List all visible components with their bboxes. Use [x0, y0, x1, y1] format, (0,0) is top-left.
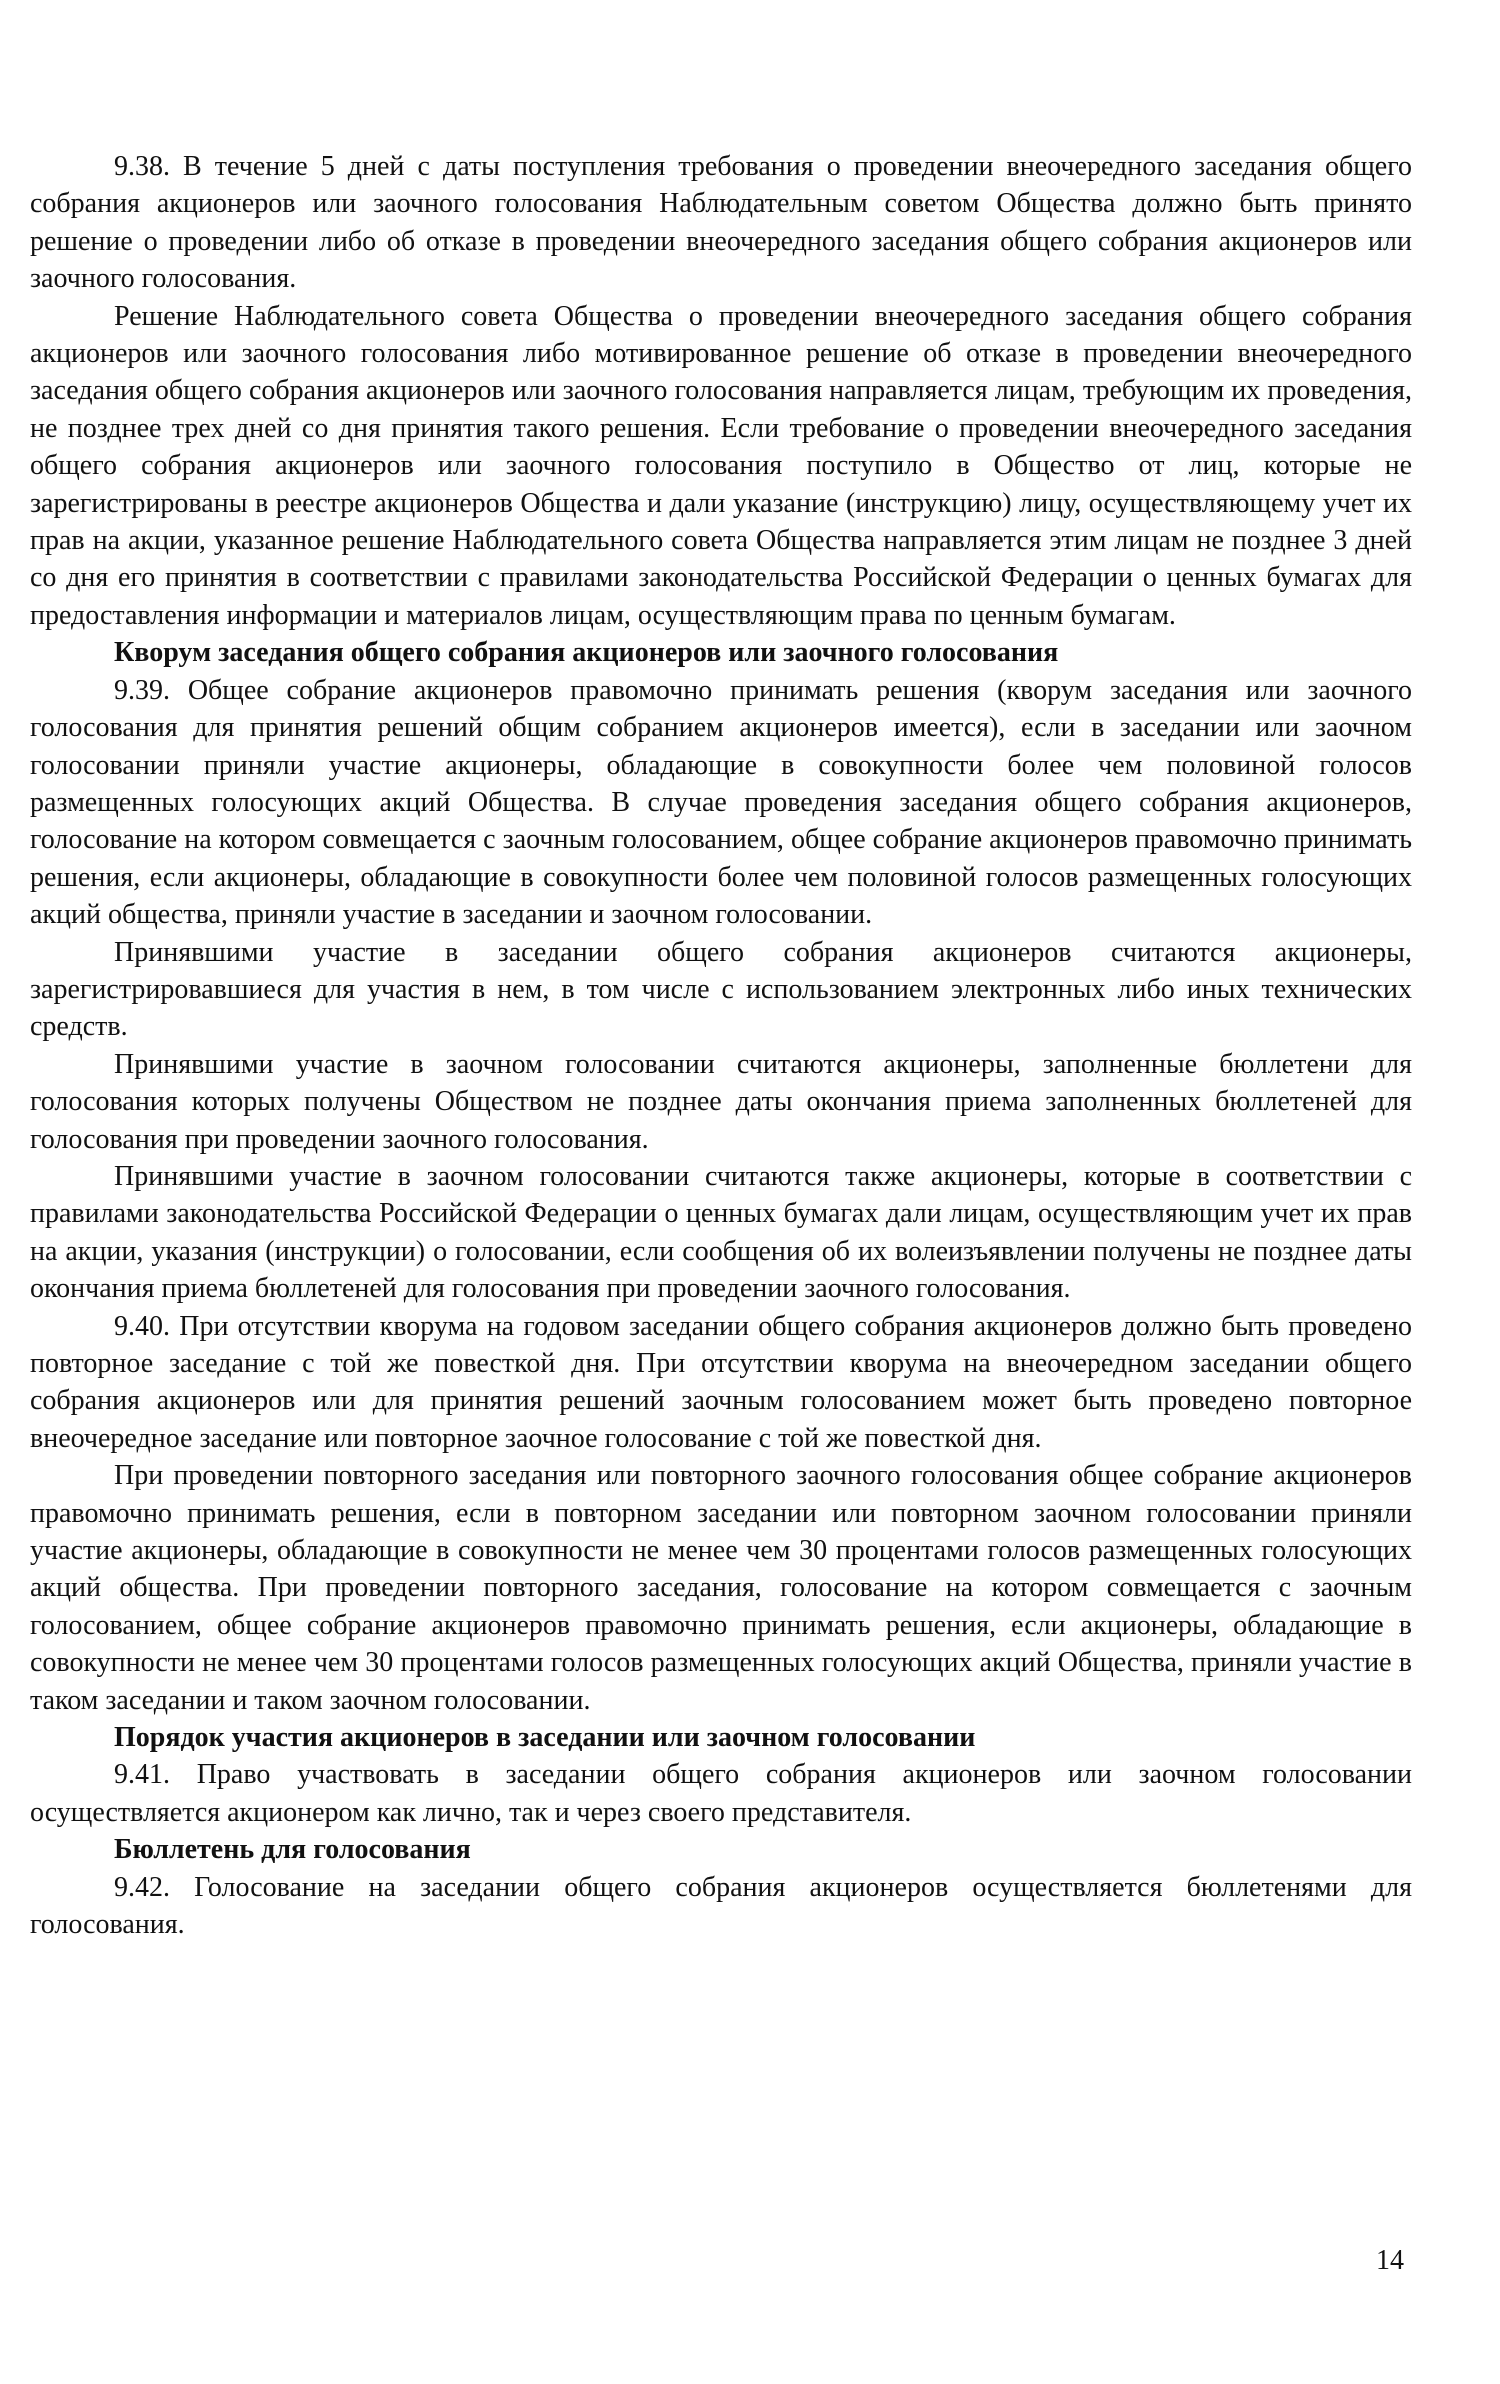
document-page — [30, 148, 1412, 1944]
paragraph-9-42: 9.42. Голосование на заседании общего собрания акционеров осуществляется бюллетенями для голосования. — [30, 1871, 1412, 1941]
paragraph-9-41: 9.41. Право участвовать в заседании общего собрания акционеров или заочном голосовании осуществляется акционером как лично, так и через своего представителя. — [30, 1759, 1412, 1828]
paragraph-meeting-participants: Принявшими участие в заседании общего собрания акционеров считаются акционеры, зарегистрировавшиеся для участия в нем, в том числе с использованием электронных либо иных технических средств. — [30, 936, 1412, 1043]
section-heading-ballot: Бюллетень для голосования — [114, 1834, 471, 1866]
section-heading-quorum: Кворум заседания общего собрания акционеров или заочного голосования — [114, 637, 1059, 669]
paragraph-9-39: 9.39. Общее собрание акционеров правомочно принимать решения (кворум заседания или заочного голосования для принятия решений общим собранием акционеров имеется), если в заседании или заочном голосовании приняли участие акционеры, обладающие в совокупности более чем половиной голосов размещенных голосующих акций Общества. В случае проведения заседания общего собрания акционеров, голосование на котором совмещается с заочным голосованием, общее собрание акционеров правомочно принимать решения, если акционеры, обладающие в совокупности более чем половиной голосов размещенных голосующих акций общества, приняли участие в заседании и заочном голосовании. — [30, 674, 1412, 931]
page-number: 14 — [1376, 2245, 1404, 2276]
paragraph-repeat-meeting: При проведении повторного заседания или повторного заочного голосования общее собрание акционеров правомочно принимать решения, если в повторном заседании или повторном заочном голосовании приняли участие акционеры, обладающие в совокупности не менее чем 30 процентами голосов размещенных голосующих акций общества. При проведении повторного заседания, голосование на котором совмещается с заочным голосованием, общее собрание акционеров правомочно принимать решения, если акционеры, обладающие в совокупности не менее чем 30 процентами голосов размещенных голосующих акций Общества, приняли участие в таком заседании и таком заочном голосовании. — [30, 1460, 1412, 1716]
paragraph-absentee-instructions: Принявшими участие в заочном голосовании считаются также акционеры, которые в соответствии с правилами законодательства Российской Федерации о ценных бумагах дали лицам, осуществляющим учет их прав на акции, указания (инструкции) о голосовании, если сообщения об их волеизъявлении получены не позднее даты окончания приема бюллетеней для голосования при проведении заочного голосования. — [30, 1160, 1412, 1305]
paragraph-9-40: 9.40. При отсутствии кворума на годовом заседании общего собрания акционеров должно быть проведено повторное заседание с той же повесткой дня. При отсутствии кворума на внеочередном заседании общего собрания акционеров или для принятия решений заочным голосованием может быть проведено повторное внеочередное заседание или повторное заочное голосование с той же повесткой дня. — [30, 1310, 1412, 1454]
paragraph-board-decision: Решение Наблюдательного совета Общества о проведении внеочередного заседания общего собрания акционеров или заочного голосования либо мотивированное решение об отказе в проведении внеочередного заседания общего собрания акционеров или заочного голосования направляется лицам, требующим их проведения, не позднее трех дней со дня принятия такого решения. Если требование о проведении внеочередного заседания общего собрания акционеров или заочного голосования поступило в Общество от лиц, которые не зарегистрированы в реестре акционеров Общества и дали указание (инструкцию) лицу, осуществляющему учет их прав на акции, указанное решение Наблюдательного совета Общества направляется этим лицам не позднее 3 дней со дня его принятия в соответствии с правилами законодательства Российской Федерации о ценных бумагах для предоставления информации и материалов лицам, осуществляющим права по ценным бумагам. — [30, 300, 1412, 631]
section-heading-participation: Порядок участия акционеров в заседании или заочном голосовании — [114, 1722, 976, 1754]
paragraph-absentee-participants: Принявшими участие в заочном голосовании считаются акционеры, заполненные бюллетени для голосования которых получены Обществом не позднее даты окончания приема заполненных бюллетеней для голосования при проведении заочного голосования. — [30, 1048, 1412, 1155]
paragraph-9-38: 9.38. В течение 5 дней с даты поступления требования о проведении внеочередного заседания общего собрания акционеров или заочного голосования Наблюдательным советом Общества должно быть принято решение о проведении либо об отказе в проведении внеочередного заседания общего собрания акционеров или заочного голосования. — [30, 151, 1412, 295]
